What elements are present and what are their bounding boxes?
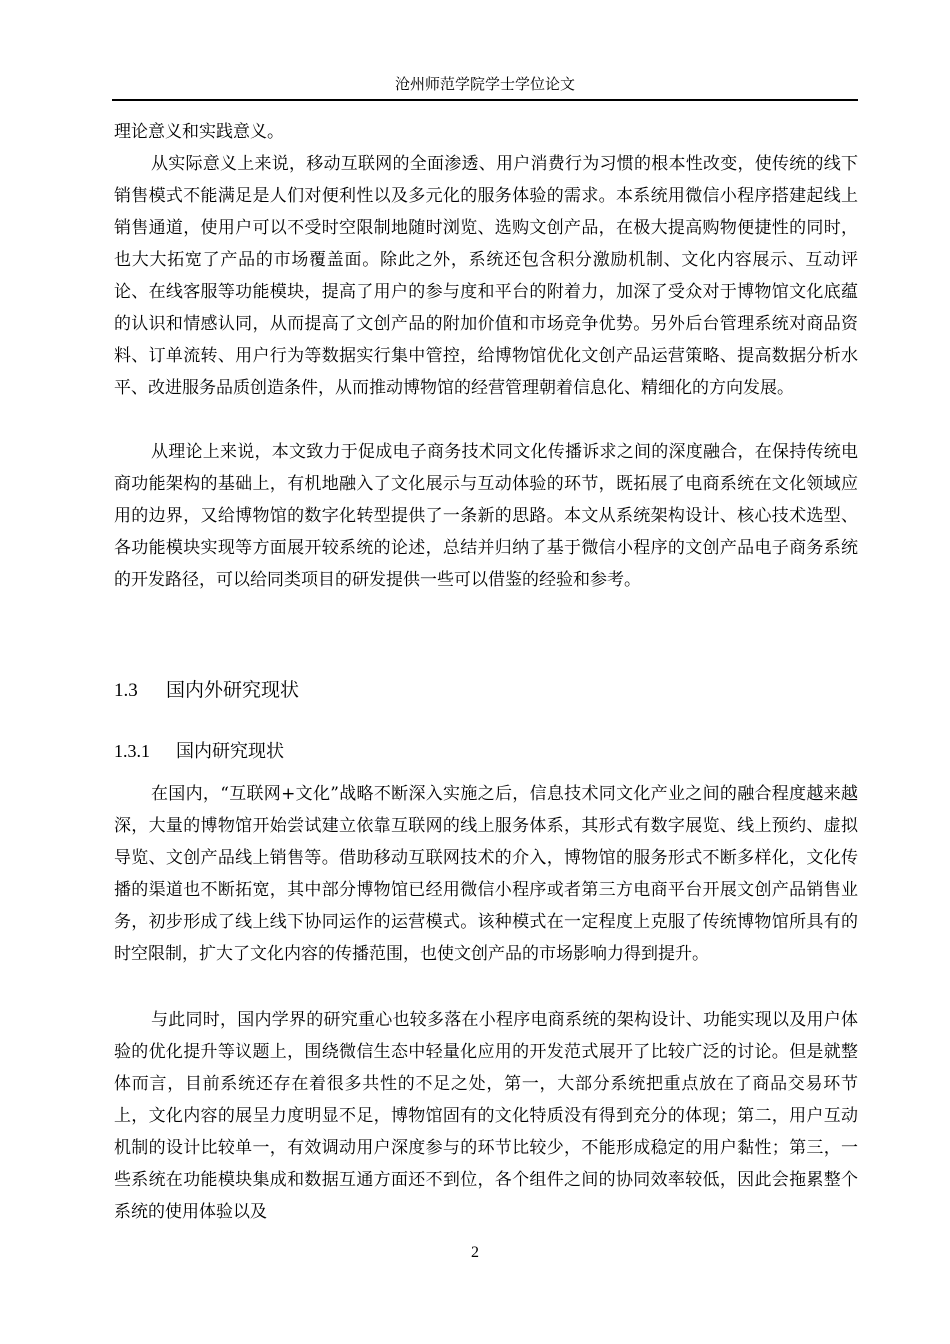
section-heading (114, 675, 299, 706)
section-title: 国内外研究现状 (166, 679, 300, 701)
section-number: 1.3 (114, 680, 138, 701)
paragraph-domestic-status: 在国内，“互联网+文化”战略不断深入实施之后，信息技术同文化产业之间的融合程度越来越深，大量的博物馆开始尝试建立依靠互联网的线上服务体系，其形式有数字展览、线上预约、虚拟导览、文创产品线上销售等。借助移动互联网技术的介入，博物馆的服务形式不断多样化，文化传播的渠道也不断拓宽，其中部分博物馆已经用微信小程序或者第三方电商平台开展文创产品销售业务，初步形成了线上线下协同运作的运营模式。该种模式在一定程度上克服了传统博物馆所具有的时空限制，扩大了文化内容的传播范围，也使文创产品的市场影响力得到提升。 (114, 784, 858, 964)
paragraph-domestic-research-focus: 与此同时，国内学界的研究重心也较多落在小程序电商系统的架构设计、功能实现以及用户体验的优化提升等议题上，围绕微信生态中轻量化应用的开发范式展开了比较广泛的讨论。但是就整体而言，目前系统还存在着很多共性的不足之处，第一，大部分系统把重点放在了商品交易环节上，文化内容的展呈力度明显不足，博物馆固有的文化特质没有得到充分的体现；第二，用户互动机制的设计比较单一，有效调动用户深度参与的环节比较少，不能形成稳定的用户黏性；第三，一些系统在功能模块集成和数据互通方面还不到位，各个组件之间的协同效率较低，因此会拖累整个系统的使用体验以及 (114, 1010, 858, 1222)
paragraph-theoretical-significance: 从理论上来说，本文致力于促成电子商务技术同文化传播诉求之间的深度融合，在保持传统电商功能架构的基础上，有机地融入了文化展示与互动体验的环节，既拓展了电商系统在文化领域应用的边界，又给博物馆的数字化转型提供了一条新的思路。本文从系统架构设计、核心技术选型、各功能模块实现等方面展开较系统的论述，总结并归纳了基于微信小程序的文创产品电子商务系统的开发路径，可以给同类项目的研发提供一些可以借鉴的经验和参考。 (114, 442, 858, 590)
subsection-number: 1.3.1 (114, 741, 150, 761)
running-header: 沧州师范学院学士学位论文 (394, 75, 575, 93)
subsection-heading (114, 736, 284, 767)
paragraph-continuation: 理论意义和实践意义。 (114, 122, 284, 142)
paragraph-practical-significance: 从实际意义上来说，移动互联网的全面渗透、用户消费行为习惯的根本性改变，使传统的线下销售模式不能满足是人们对便利性以及多元化的服务体验的需求。本系统用微信小程序搭建起线上销售通道，使用户可以不受时空限制地随时浏览、选购文创产品，在极大提高购物便捷性的同时，也大大拓宽了产品的市场覆盖面。除此之外，系统还包含积分激励机制、文化内容展示、互动评论、在线客服等功能模块，提高了用户的参与度和平台的附着力，加深了受众对于博物馆文化底蕴的认识和情感认同，从而提高了文创产品的附加价值和市场竞争优势。另外后台管理系统对商品资料、订单流转、用户行为等数据实行集中管控，给博物馆优化文创产品运营策略、提高数据分析水平、改进服务品质创造条件，从而推动博物馆的经营管理朝着信息化、精细化的方向发展。 (114, 154, 858, 398)
page-number: 2 (471, 1244, 479, 1261)
subsection-title: 国内研究现状 (176, 741, 284, 762)
header-rule (112, 99, 858, 101)
